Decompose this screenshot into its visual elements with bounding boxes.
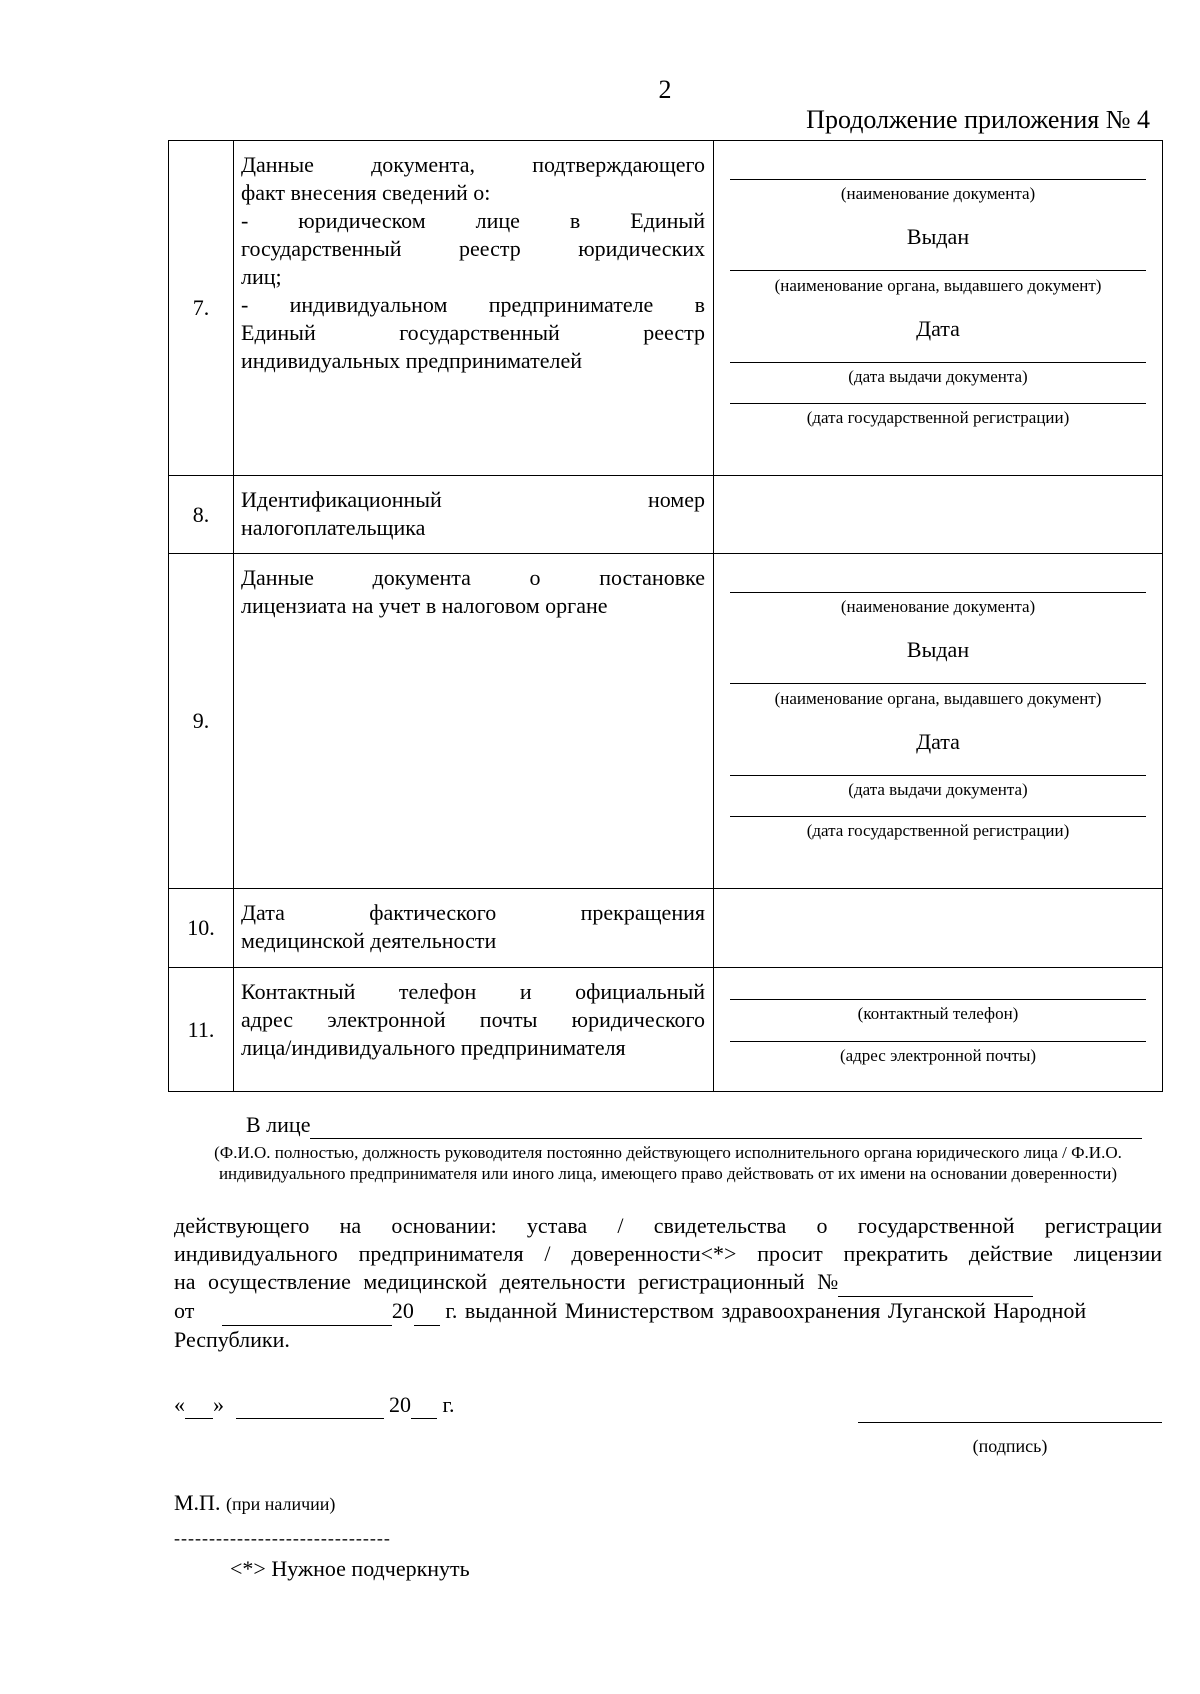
date-label: Дата (916, 316, 960, 341)
caption: (адрес электронной почты) (839, 1046, 1037, 1065)
row-description: Дата фактического прекращения медицинской деятельности (234, 889, 714, 968)
registration-date-field[interactable] (730, 403, 1146, 404)
email-field[interactable] (730, 1041, 1146, 1042)
issued-label: Выдан (906, 224, 970, 249)
issue-date-field[interactable] (730, 362, 1146, 363)
caption: (наименование органа, выдавшего документ) (774, 276, 1102, 295)
date-line: « » 20 г. (174, 1392, 455, 1417)
table-row (169, 968, 1163, 1092)
caption: (наименование документа) (840, 597, 1036, 616)
footnote: <*> Нужное подчеркнуть (230, 1556, 470, 1581)
caption: (наименование документа) (840, 184, 1036, 203)
fio-field[interactable] (310, 1112, 1142, 1139)
caption: (дата выдачи документа) (848, 367, 1028, 386)
row-description: Идентификационный номер налогоплательщика (234, 476, 714, 554)
row-number: 9. (169, 554, 234, 889)
row-fill-area (714, 968, 1163, 1092)
month-field[interactable] (236, 1392, 384, 1419)
row-description: Данные документа о постановке лицензиата на учет в налоговом органе (234, 554, 714, 889)
footnote-divider: ------------------------------- (174, 1528, 391, 1548)
fio-caption: (Ф.И.О. полностью, должность руководителя постоянно действующего исполнительного органа юридического лица / Ф.И.О. индивидуального предпринимателя или иного лица, имеющего право действовать от их имени на основании доверенности) (214, 1143, 1122, 1183)
tax-id-field[interactable] (714, 476, 1163, 554)
table-row (169, 889, 1163, 968)
page-number: 2 (658, 75, 672, 104)
caption: (наименование органа, выдавшего документ) (774, 689, 1102, 708)
license-date-field[interactable] (222, 1297, 392, 1326)
document-name-field[interactable] (730, 592, 1146, 593)
signature-caption: (подпись) (972, 1436, 1048, 1456)
license-year-field[interactable] (414, 1297, 440, 1326)
license-form-table (168, 140, 1163, 1092)
caption: (контактный телефон) (857, 1004, 1019, 1023)
table-row (169, 476, 1163, 554)
row-number: 7. (169, 141, 234, 476)
row-description: Данные документа, подтверждающего факт внесения сведений о: - юридическом лице в Единый государственный реестр юридических лиц; - индивидуальном предпринимателе в Единый государственный реестр индивидуальных предпринимателей (234, 141, 714, 476)
day-field[interactable] (185, 1392, 213, 1419)
registration-date-field[interactable] (730, 816, 1146, 817)
in-person-line (174, 1112, 1162, 1139)
appendix-title: Продолжение приложения № 4 (806, 105, 1150, 134)
caption: (дата государственной регистрации) (806, 821, 1070, 840)
termination-date-field[interactable] (714, 889, 1163, 968)
registration-number-field[interactable] (838, 1268, 1033, 1297)
row-number: 10. (169, 889, 234, 968)
table-row (169, 141, 1163, 476)
row-description: Контактный телефон и официальный адрес электронной почты юридического лица/индивидуального предпринимателя (234, 968, 714, 1092)
issuer-field[interactable] (730, 270, 1146, 271)
row-number: 11. (169, 968, 234, 1092)
document-name-field[interactable] (730, 179, 1146, 180)
issued-label: Выдан (906, 637, 970, 662)
caption: (дата государственной регистрации) (806, 408, 1070, 427)
date-label: Дата (916, 729, 960, 754)
phone-field[interactable] (730, 999, 1146, 1000)
row-fill-area (714, 554, 1163, 889)
in-person-label: В лице (246, 1112, 311, 1137)
signature-field[interactable] (858, 1422, 1162, 1423)
row-fill-area (714, 141, 1163, 476)
row-number: 8. (169, 476, 234, 554)
year-field[interactable] (411, 1392, 437, 1419)
caption: (дата выдачи документа) (848, 780, 1028, 799)
issuer-field[interactable] (730, 683, 1146, 684)
stamp-place: М.П. (при наличии) (174, 1490, 336, 1515)
issue-date-field[interactable] (730, 775, 1146, 776)
table-row (169, 554, 1163, 889)
request-paragraph: действующего на основании: устава / свидетельства о государственной регистрации индивидуального предпринимателя / доверенности<*> просит прекратить действие лицензии на осуществление медицинской деятельности регистрационный № от 20 г. выданной Министерством здравоохранения Луганской Народной Республики. (174, 1213, 1162, 1352)
